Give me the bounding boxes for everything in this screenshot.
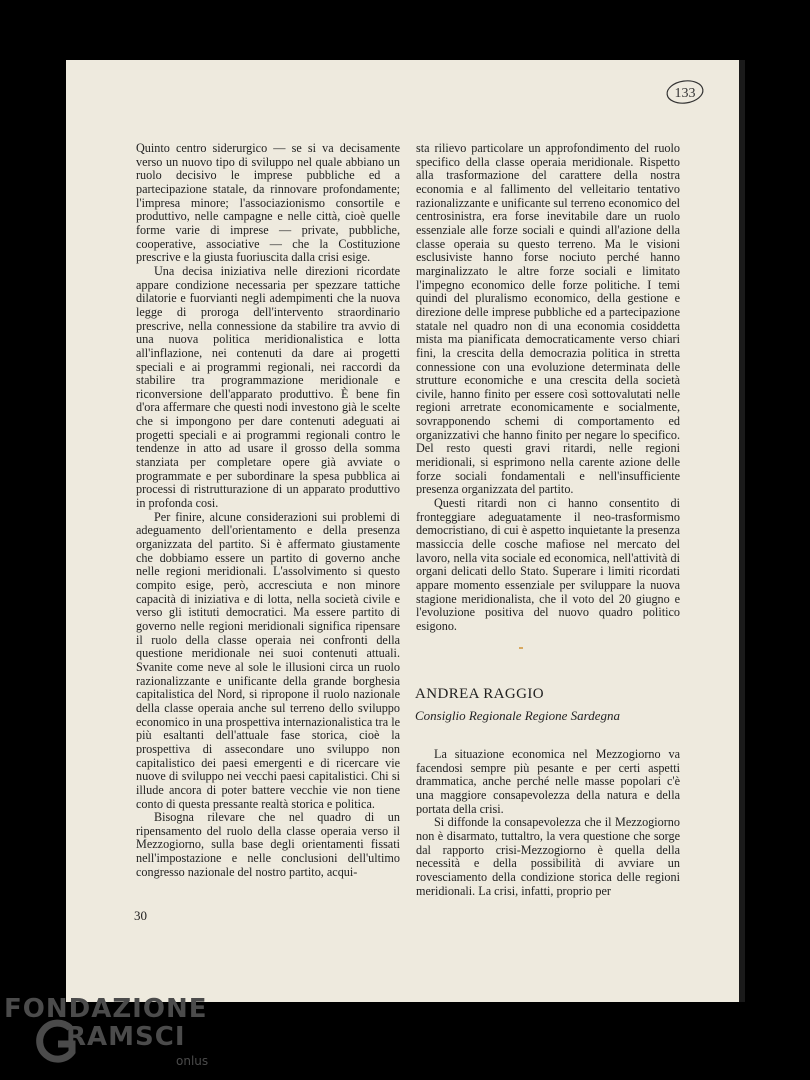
paragraph: Una decisa iniziativa nelle direzioni ricordate appare condizione necessaria per spezzare tattiche dilatorie e fuorvianti negli adempimenti che la nuova legge di proroga dell'intervento straordinario prescrive, nella connessione da stabilire tra avvio di una nuova politica meridionalistica e lotta all'inflazione, nei contenuti da dare ai progetti speciali e ai programmi regionali, nei raccordi da stabilire tra programmazione meridionale e riconversione dell'apparato produttivo. È bene fin d'ora affermare che questi nodi investono già le scelte che si impongono per dare contenuti adeguati ai progetti speciali e ai programmi regionali contro le tendenze in atto ad usare il grosso della somma stanziata per completare opere già avviate o programmate e per subordinare la spesa pubblica ai processi di ristrutturazione di un apparato produttivo in profonda cosi. [136,263,400,511]
paragraph: Quinto centro siderurgico — se si va decisamente verso un nuovo tipo di sviluppo nel quale abbiano un ruolo decisivo le imprese pubbliche ed a partecipazione statale, da rinnovare profondamente; l'impresa minore; l'associazionismo consortile e produttivo, nelle campagne e nelle città, cioè quelle forme varie di imprese — private, pubbliche, cooperative, associative — che la Costituzione prescrive e la giusta fuoriuscita dalla crisi esige. [136,141,400,265]
paragraph: Per finire, alcune considerazioni sui problemi di adeguamento dell'orientamento e della presenza organizzata del partito. Si è affermato giustamente che dobbiamo essere un partito di governo anche nelle regioni meridionali. L'assolvimento si questo compito esige, però, accresciuta e non minore capacità di iniziativa e di lotta, nella società civile e verso gli istituti democratici. Ma essere partito di governo nelle regioni meridionali significa ripensare il ruolo della classe operaia nei confronti della questione meridionale nei suoi contenuti attuali. Svanite come neve al sole le illusioni circa un ruolo razionalizzante e unificante della grande borghesia capitalistica del Nord, si ripropone il ruolo nazionale della classe operaia anche sul terreno dello sviluppo economico in una prospettiva internazionalistica tra le più esaltanti dell'attuale fase storica, cioè la prospettiva di assecondare uno sviluppo non capitalistico dei paesi emergenti e di ricercare vie nuove di sviluppo nei vecchi paesi capitalistici. Chi si illude ancora di poter battere vecchie vie non tiene conto di questa pressante realtà storica e politica. [136,509,400,811]
speaker-text [416,748,680,898]
left-column [136,142,400,879]
speaker-name: ANDREA RAGGIO [415,686,544,702]
archive-stamp [665,78,705,106]
paragraph: sta rilievo particolare un approfondimento del ruolo specifico della classe operaia meridionale. Rispetto alla trasformazione del carattere della nostra economia e al fallimento del velleitario tentativo razionalizzante e unificante sul terreno economico del centrosinistra, era forse inevitabile dare un ruolo essenziale alle forze sociali e quindi all'azione della classe operaia su questo terreno. Ma le visioni esclusiviste hanno forse nociuto perché hanno marginalizzato le altre forze sociali e limitato l'impegno economico delle forze politiche. I temi quindi del pluralismo economico, della gestione e direzione delle imprese pubbliche ed a partecipazione statale nel quadro non di una economia cosiddetta mista ma pianificata democraticamente verso chiari fini, la crescita della democrazia politica in stretta connessione con una evoluzione determinata delle strutture economiche e una crescita della società civile, hanno finito per essere così sottovalutati nelle regioni arretrate economicamente e socialmente, sovrapponendo schemi di comportamento ed organizzativi che hanno finito per negare lo specifico. Del resto questi gravi ritardi, nelle regioni meridionali, si esprimono nella carente azione delle forze sociali fondamentali e nell'insufficiente presenza organizzata del partito. [416,141,680,497]
page-number: 30 [134,908,147,923]
paragraph: Bisogna rilevare che nel quadro di un ripensamento del ruolo della classe operaia verso il Mezzogiorno, sulla base degli orientamenti fissati nell'impostazione e nelle conclusioni dell'ultimo congresso nazionale del nostro partito, acqui- [136,810,400,879]
speaker-affiliation: Consiglio Regionale Regione Sardegna [415,708,620,723]
paragraph: Si diffonde la consapevolezza che il Mezzogiorno non è disarmato, tuttaltro, la vera questione che sorge dal rapporto crisi-Mezzogiorno è quella della necessità e della possibilità di avviare un rovesciamento della condizione storica delle regioni meridionali. La crisi, infatti, proprio per [416,815,680,898]
paragraph: La situazione economica nel Mezzogiorno va facendosi sempre più pesante e per certi aspetti drammatica, anche perché nelle masse popolari c'è una maggiore consapevolezza della natura e della portata della crisi. [416,747,680,816]
logo-line2: RAMSCI [66,1022,186,1052]
right-column [416,142,680,634]
logo-line1: FONDAZIONE [4,994,208,1024]
ink-mark [519,647,523,649]
page-edge [739,60,745,1002]
stamp-number: 133 [674,86,696,101]
paragraph: Questi ritardi non ci hanno consentito di fronteggiare adeguatamente il neo-trasformismo democristiano, di cui è aspetto inquietante la presenza massiccia delle cosche mafiose nel mercato del lavoro, nella vita sociale ed economica, nell'attività di organi delicati dello Stato. Superare i limiti ricordati appare momento essenziale per sviluppare la nuova stagione meridionalista, che il voto del 20 giugno e l'evoluzione positiva del nuovo quadro politico esigono. [416,496,680,633]
logo-onlus: onlus [176,1054,209,1068]
fondazione-gramsci-logo [4,992,209,1072]
